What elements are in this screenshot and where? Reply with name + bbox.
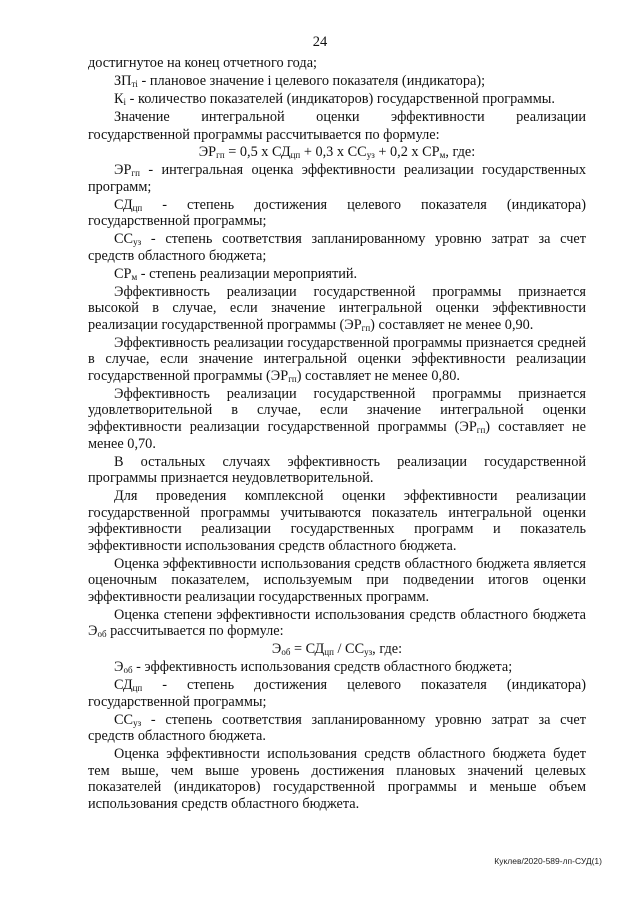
subscript: об [123,665,133,676]
paragraph [88,144,586,161]
text-run: + 0,3 х СС [300,144,367,161]
paragraph [88,677,586,710]
subscript: об [97,629,107,640]
text-run: Оценка эффективности использования средств областного бюджета будет тем выше, чем выше уровень достижения плановых значений целевых показателей (индикаторов) государственной программы и меньше объем использования средств областного бюджета. [88,745,586,812]
paragraph [88,746,586,812]
text-run: ) составляет не менее 0,80. [296,367,460,384]
subscript: і [123,96,127,107]
page-number: 24 [312,34,328,50]
subscript: уз [364,647,373,658]
text-run: = 0,5 х СД [224,144,291,161]
subscript: гп [216,150,225,161]
text-run: - эффективность использования средств областного бюджета; [132,659,513,676]
text-run: - степень достижения целевого показателя (индикатора) государственной программы; [88,196,586,230]
subscript: м [439,150,446,161]
text-run: Эффективность реализации государственной программы признается средней в случае, если значение интегральной оценки эффективности реализации государственной программы (ЭР [88,334,586,384]
paragraph [88,127,586,144]
text-run: ЗП [114,72,132,89]
text-run: Оценка степени эффективности использования средств областного бюджета Э [88,606,586,640]
text-run: , где: [445,144,476,161]
text-run: СС [114,711,134,728]
subscript: уз [133,237,142,248]
paragraph [88,641,586,658]
text-run: + 0,2 х СР [374,144,440,161]
text-run: , где: [372,641,403,658]
paragraph [88,231,586,264]
text-run: Э [114,659,124,676]
text-run: Э [271,641,282,658]
text-run: К [114,90,124,107]
subscript: уз [366,150,375,161]
text-run: / СС [333,641,365,658]
text-run: ) составляет не менее 0,70. [88,419,586,452]
subscript: гп [361,322,371,333]
subscript: гп [288,373,297,384]
subscript: об [281,647,291,658]
text-run: ЭР [114,162,132,179]
text-run: ) составляет не менее 0,90. [370,316,534,333]
text-run: Значение интегральной оценки эффективности реализации [114,108,586,125]
paragraph [88,335,586,385]
text-run: - интегральная оценка эффективности реализации государственных программ; [88,162,586,195]
paragraph [88,73,586,90]
text-run: Для проведения комплексной оценки эффективности реализации государственной программы учитываются показатель интегральной оценки эффективности реализации государственных программ и показатель эффективности использования средств областного бюджета. [88,488,586,554]
subscript: уз [133,717,142,728]
text-run: рассчитывается по формуле: [106,623,284,640]
text-run: - степень соответствия запланированному уровню затрат за счет средств областного бюджета; [88,231,586,264]
paragraph [88,659,586,676]
subscript: цп [324,647,334,658]
paragraph [88,386,586,452]
text-run: - количество показателей (индикаторов) государственной программы. [126,90,555,107]
text-run: СД [114,196,133,213]
subscript: гп [131,168,140,179]
paragraph [88,454,586,487]
paragraph [88,284,586,334]
text-run: Оценка эффективности использования средств областного бюджета является оценочным показателем, используемым при подведении итогов оценки эффективности реализации государственных программ. [88,555,586,605]
subscript: гп [476,425,486,436]
text-run: государственной программы рассчитывается по формуле: [88,126,440,143]
subscript: цп [132,683,143,694]
text-run: - плановое значение i целевого показателя (индикатора); [137,72,486,89]
text-run: СД [114,677,133,694]
text-run: В остальных случаях эффективность реализации государственной программы признается неудовлетворительной. [88,453,586,487]
subscript: цп [132,202,143,213]
document-footer-code: Куклев/2020-589-лп-СУД(1) [494,856,602,866]
paragraph [88,266,586,283]
paragraph [88,712,586,745]
text-run: - степень достижения целевого показателя (индикатора) государственной программы; [88,677,586,710]
paragraph [88,197,586,230]
text-run: - степень соответствия запланированному уровню затрат за счет средств областного бюджета. [88,711,586,745]
paragraph [88,607,586,640]
text-run: достигнутое на конец отчетного года; [88,55,318,71]
text-run: = СД [290,641,325,658]
text-run: - степень реализации мероприятий. [137,265,358,282]
text-run: СС [114,231,134,248]
paragraph [88,91,586,108]
text-run: СР [114,265,132,282]
paragraph [88,109,586,126]
text-run: Эффективность реализации государственной программы признается удовлетворительной в случае, если значение интегральной оценки эффективности реализации государственной программы (ЭР [88,385,586,436]
paragraph [88,556,586,606]
text-run: Эффективность реализации государственной программы признается высокой в случае, если значение интегральной оценки эффективности реализации государственной программы (ЭР [88,283,586,333]
subscript: м [131,271,138,282]
paragraph [88,162,586,195]
document-body [88,55,586,814]
paragraph [88,55,586,72]
paragraph [88,488,586,554]
subscript: цп [290,150,301,161]
text-run: ЭР [198,144,217,161]
subscript: ті [131,78,138,89]
